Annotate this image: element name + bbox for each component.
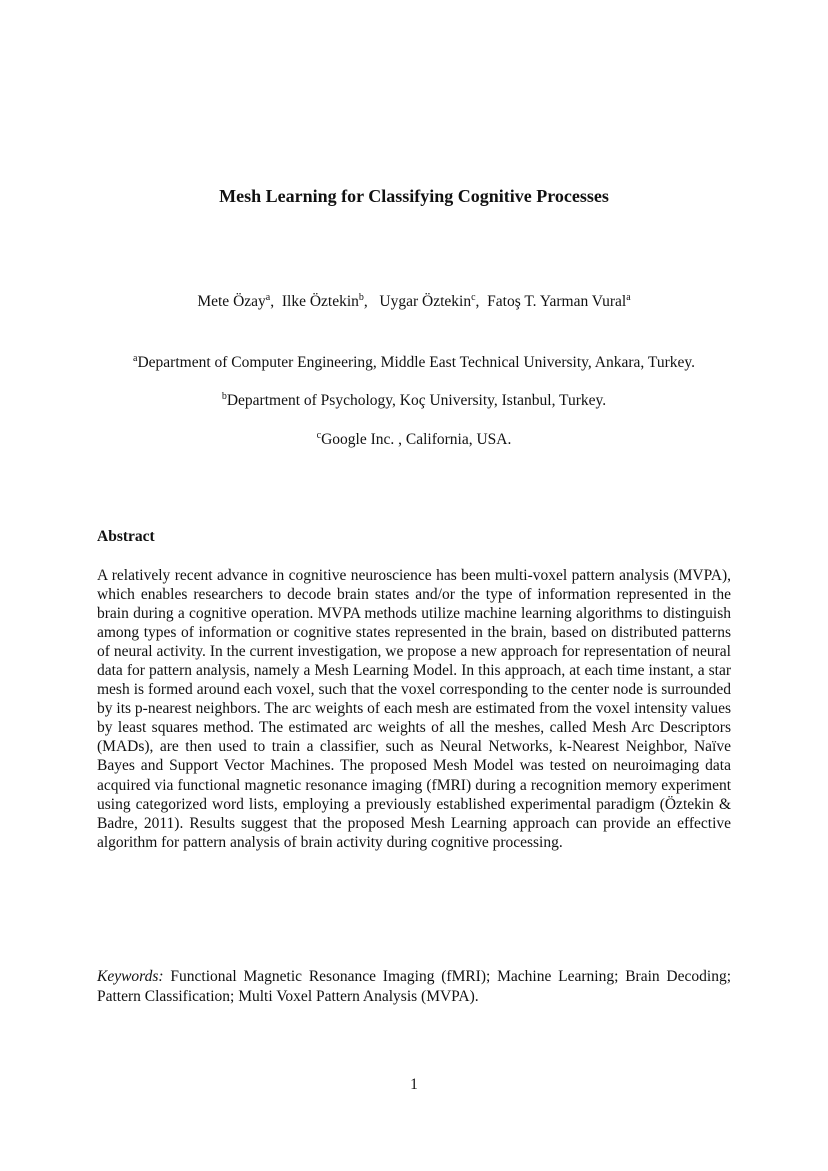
author-name: Uygar Öztekin <box>379 293 472 310</box>
affiliation-mark: a <box>133 352 138 364</box>
author-affil-mark: a <box>265 291 271 303</box>
affiliation-c <box>0 430 828 450</box>
author-affil-mark: b <box>358 291 364 303</box>
affiliation-b <box>0 391 828 411</box>
affiliation-mark: c <box>316 429 322 441</box>
author-name: Ilke Öztekin <box>281 293 359 310</box>
affiliation-mark: b <box>221 390 227 402</box>
abstract-body: A relatively recent advance in cognitive neuroscience has been multi-voxel pattern analysis (MVPA), which enables researchers to decode brain states and/or the type of information represented in the brain during a cognitive operation. MVPA methods utilize machine learning algorithms to distinguish among types of information or cognitive states represented in the brain, based on distributed patterns of neural activity. In the current investigation, we propose a new approach for representation of neural data for pattern analysis, namely a Mesh Learning Model. In this approach, at each time instant, a star mesh is formed around each voxel, such that the voxel corresponding to the center node is surrounded by its p-nearest neighbors. The arc weights of each mesh are estimated from the voxel intensity values by least squares method. The estimated arc weights of all the meshes, called Mesh Arc Descriptors (MADs), are then used to train a classifier, such as Neural Networks, k-Nearest Neighbor, Naïve Bayes and Support Vector Machines. The proposed Mesh Model was tested on neuroimaging data acquired via functional magnetic resonance imaging (fMRI) during a recognition memory experiment using categorized word lists, employing a previously established experimental paradigm (Öztekin & Badre, 2011). Results suggest that the proposed Mesh Learning approach can provide an effective algorithm for pattern analysis of brain activity during cognitive processing. <box>97 567 731 851</box>
affiliation-text: Department of Computer Engineering, Middle East Technical University, Ankara, Turkey. <box>137 354 695 371</box>
author-affil-mark: a <box>626 291 631 303</box>
author-name: Mete Özay <box>197 293 266 310</box>
author-name: Fatoş T. Yarman Vural <box>487 293 627 310</box>
paper-title: Mesh Learning for Classifying Cognitive Processes <box>219 186 609 206</box>
keywords-label: Keywords: <box>97 968 164 985</box>
keywords-text: Functional Magnetic Resonance Imaging (fMRI); Machine Learning; Brain Decoding; Pattern Classification; Multi Voxel Pattern Analysis (MVPA). <box>97 968 732 1005</box>
abstract-heading: Abstract <box>97 528 155 545</box>
page-number: 1 <box>410 1076 418 1093</box>
author-list: Mete Özay$^a$, Ilke Öztekin$^b$, Uygar Öztekin$^c$, Fatoş T. Yarman Vural$^a$ <box>197 291 631 310</box>
keywords-paragraph <box>97 967 731 1006</box>
author-affil-mark: c <box>471 291 476 303</box>
affiliation-text: Department of Psychology, Koç University, Istanbul, Turkey. <box>226 392 607 409</box>
affiliation-text: Google Inc. , California, USA. <box>321 431 512 448</box>
affiliation-a <box>0 353 828 373</box>
